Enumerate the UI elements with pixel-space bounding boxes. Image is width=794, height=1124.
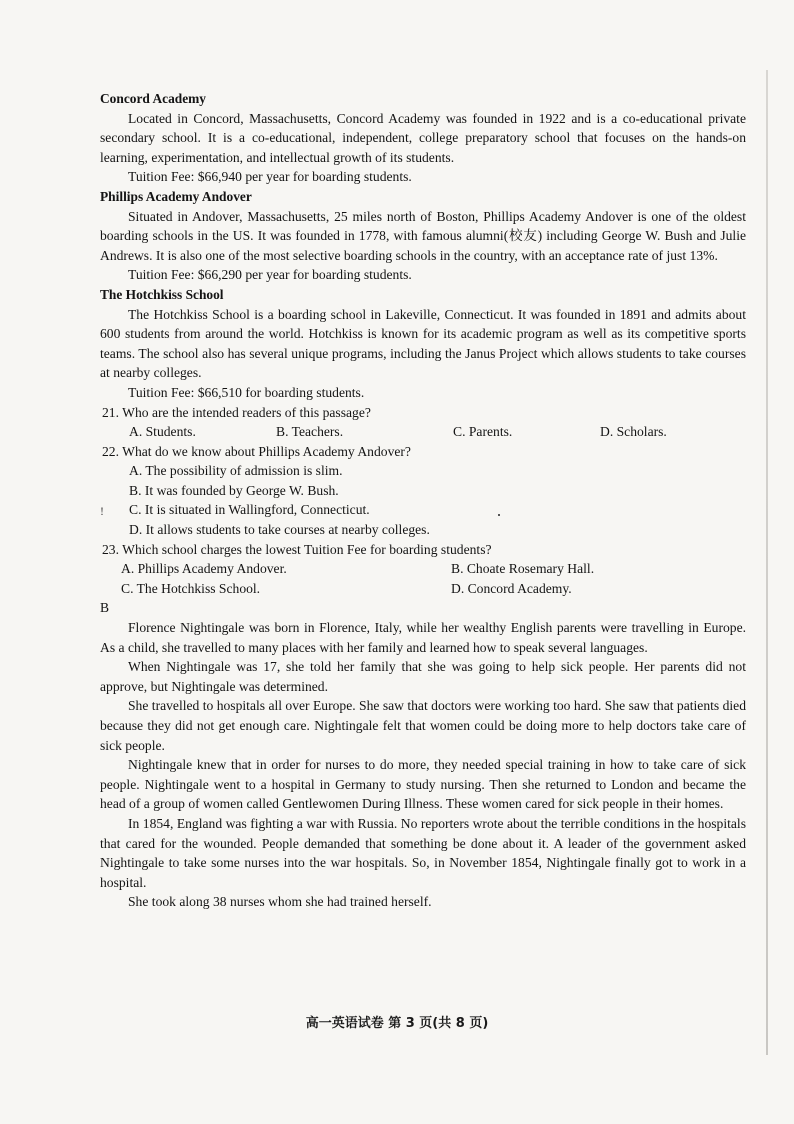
question-21-options <box>100 422 746 442</box>
passage-b-paragraph-6: She took along 38 nurses whom she had trained herself. <box>128 894 432 910</box>
andover-heading: Phillips Academy Andover <box>100 188 252 204</box>
passage-b-paragraph-2: When Nightingale was 17, she told her family that she was going to help sick people. Her parents did not approve, but Nightingale was determined. <box>100 659 746 694</box>
q23-option-a: A. Phillips Academy Andover. <box>121 561 287 577</box>
q21-option-a: A. Students. <box>129 424 196 440</box>
hotchkiss-heading: The Hotchkiss School <box>100 286 224 302</box>
q21-option-c: C. Parents. <box>453 424 513 440</box>
scan-edge-shadow <box>766 70 768 1055</box>
question-23-options-row-2 <box>100 579 746 599</box>
q22-option-a: A. The possibility of admission is slim. <box>129 463 343 479</box>
passage-b-paragraph-4: Nightingale knew that in order for nurses to do more, they needed special training in how to take care of sick people. Nightingale went to a hospital in Germany to study nursing. Then she returned to London and became the head of a group of women called Gentlewomen During Illness. These women cared for sick people in their homes. <box>100 757 746 812</box>
question-22-stem: 22. What do we know about Phillips Academy Andover? <box>102 443 411 459</box>
q22-option-c: C. It is situated in Wallingford, Connecticut. <box>129 502 370 518</box>
question-23-stem: 23. Which school charges the lowest Tuition Fee for boarding students? <box>102 541 492 557</box>
hotchkiss-fee: Tuition Fee: $66,510 for boarding students. <box>128 384 365 400</box>
passage-b-paragraph-5: In 1854, England was fighting a war with Russia. No reporters wrote about the terrible conditions in the hospitals that cared for the wounded. People demanded that something be done about it. A leader of the government asked Nightingale to take some nurses into the war hospitals. So, in November 1854, Nightingale finally got to work in a hospital. <box>100 815 746 890</box>
page-content <box>100 89 746 912</box>
pencil-margin-mark: ! <box>100 504 104 518</box>
concord-body: Located in Concord, Massachusetts, Concord Academy was founded in 1922 and is a co-educational private secondary school. It is a co-educational, independent, college preparatory school that focuses on the hands-on learning, experimentation, and intellectual growth of its students. <box>100 110 746 165</box>
question-23-options-row-1 <box>100 559 746 579</box>
question-21-stem: 21. Who are the intended readers of this passage? <box>102 404 371 420</box>
q21-option-d: D. Scholars. <box>600 424 667 440</box>
q23-option-d: D. Concord Academy. <box>451 580 572 596</box>
passage-b-paragraph-1: Florence Nightingale was born in Florence, Italy, while her wealthy English parents were travelling in Europe. As a child, she travelled to many places with her family and learned how to speak several languages. <box>100 620 746 655</box>
concord-heading: Concord Academy <box>100 91 206 106</box>
passage-b-paragraph-3: She travelled to hospitals all over Europe. She saw that doctors were working too hard. She saw that patients died because they did not get enough care. Nightingale felt that women could be doing more to help doctors take care of sick people. <box>100 698 746 753</box>
q22-option-d: D. It allows students to take courses at nearby colleges. <box>129 522 430 538</box>
concord-fee: Tuition Fee: $66,940 per year for boarding students. <box>128 169 412 185</box>
hotchkiss-body: The Hotchkiss School is a boarding school in Lakeville, Connecticut. It was founded in 1891 and admits about 600 students from around the world. Hotchkiss is known for its academic program as well as its competitive sports teams. The school also has several unique programs, including the Janus Project which allows students to take courses at nearby colleges. <box>100 306 746 381</box>
q22-option-b: B. It was founded by George W. Bush. <box>129 482 339 498</box>
page-footer: 高一英语试卷 第 3 页(共 8 页) <box>305 1016 489 1031</box>
andover-body: Situated in Andover, Massachusetts, 25 miles north of Boston, Phillips Academy Andover is one of the oldest boarding schools in the US. It was founded in 1778, with famous alumni(校友) including George W. Bush and Julie Andrews. It is also one of the most selective boarding schools in the country, with an acceptance rate of just 13%. <box>100 208 746 263</box>
andover-fee: Tuition Fee: $66,290 per year for boarding students. <box>128 267 412 283</box>
q23-option-b: B. Choate Rosemary Hall. <box>451 561 595 577</box>
q21-option-b: B. Teachers. <box>276 424 344 440</box>
section-b-label: B <box>100 600 110 616</box>
q23-option-c: C. The Hotchkiss School. <box>121 580 261 596</box>
stray-dot <box>498 514 500 516</box>
